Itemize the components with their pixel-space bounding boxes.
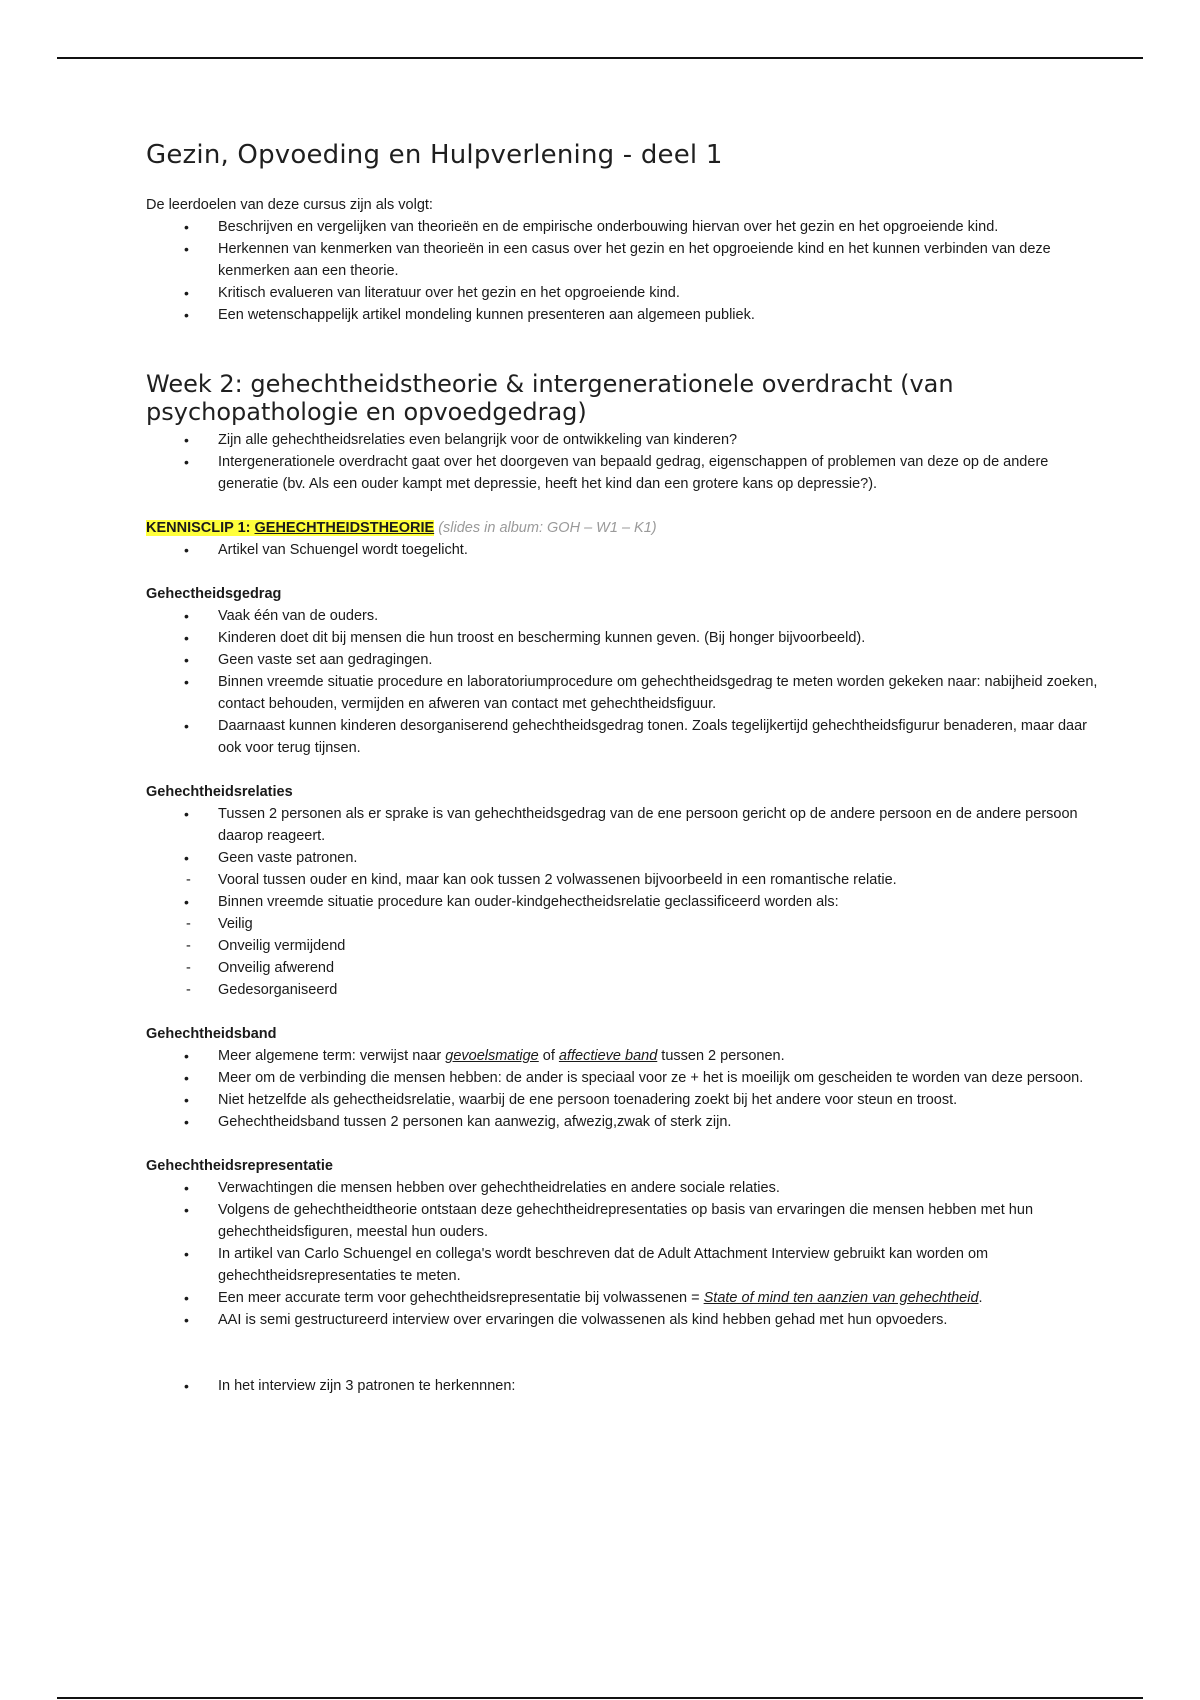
section-heading-relaties: Gehechtheidsrelaties [146, 784, 293, 800]
list-item: • Beschrijven en vergelijken van theorieën en de empirische onderbouwing hiervan over het gezin en het opgroeiende kind. [146, 216, 1106, 238]
list-item: • Volgens de gehechtheidtheorie ontstaan deze gehechtheidrepresentaties op basis van ervaringen die mensen hebben met hun gehechtheidsfiguren, meestal hun ouders. [146, 1199, 1106, 1243]
emphasis-state-of-mind: State of mind ten aanzien van gehechtheid [703, 1290, 979, 1306]
week2-heading: Week 2: gehechtheidstheorie & intergenerationele overdracht (van psychopathologie en opvoedgedrag) [146, 370, 954, 426]
list-item: • Binnen vreemde situatie procedure en laboratoriumprocedure om gehechtheidsgedrag te meten worden gekeken naar: nabijheid zoeken, contact behouden, vermijden en afweren van contact met gehechtheidsfiguur. [146, 671, 1106, 715]
list-item: - Veilig [146, 913, 1106, 935]
list-item: - Onveilig vermijdend [146, 935, 1106, 957]
intro-text: De leerdoelen van deze cursus zijn als volgt: [146, 197, 433, 213]
band-list [146, 1045, 1106, 1133]
list-item: • Geen vaste patronen. [146, 847, 1106, 869]
header-rule [57, 57, 1143, 59]
list-item: • Kinderen doet dit bij mensen die hun troost en bescherming kunnen geven. (Bij honger bijvoorbeeld). [146, 627, 1106, 649]
list-item [146, 1287, 1106, 1309]
footer-rule [57, 1697, 1143, 1699]
list-item: • Daarnaast kunnen kinderen desorganiserend gehechtheidsgedrag tonen. Zoals tegelijkertijd gehechtheidsfigurur benaderen, maar daar ook voor terug tijnsen. [146, 715, 1106, 759]
list-item: • Verwachtingen die mensen hebben over gehechtheidrelaties en andere sociale relaties. [146, 1177, 1106, 1199]
list-item: • AAI is semi gestructureerd interview over ervaringen die volwassenen als kind hebben gehad met hun opvoeders. [146, 1309, 1106, 1331]
spacer [146, 1331, 1106, 1375]
representatie-list-continued [146, 1375, 1106, 1397]
list-item: - Vooral tussen ouder en kind, maar kan ook tussen 2 volwassenen bijvoorbeeld in een romantische relatie. [146, 869, 1106, 891]
emphasis-affectieve-band: affectieve band [558, 1048, 658, 1064]
list-item: • Herkennen van kenmerken van theorieën in een casus over het gezin en het opgroeiende kind en het kunnen verbinden van deze kenmerken aan een theorie. [146, 238, 1106, 282]
kennisclip-heading [146, 517, 1106, 539]
list-item: • In artikel van Carlo Schuengel en collega's wordt beschreven dat de Adult Attachment Interview gebruikt kan worden om gehechtheidsrepresentaties te meten. [146, 1243, 1106, 1287]
kennisclip-label: KENNISCLIP 1: [146, 520, 255, 536]
list-item: • Artikel van Schuengel wordt toegelicht. [146, 539, 1106, 561]
list-item: • Kritisch evalueren van literatuur over het gezin en het opgroeiende kind. [146, 282, 1106, 304]
representatie-list [146, 1177, 1106, 1331]
list-item: • Zijn alle gehechtheidsrelaties even belangrijk voor de ontwikkeling van kinderen? [146, 429, 1106, 451]
week2-list [146, 429, 1106, 495]
document-title: Gezin, Opvoeding en Hulpverlening - deel 1 [146, 140, 723, 170]
list-item: • Een wetenschappelijk artikel mondeling kunnen presenteren aan algemeen publiek. [146, 304, 1106, 326]
list-item: - Onveilig afwerend [146, 957, 1106, 979]
emphasis-gevoelsmatige: gevoelsmatige [445, 1048, 539, 1064]
goals-list [146, 216, 1106, 326]
list-item: • Gehechtheidsband tussen 2 personen kan aanwezig, afwezig,zwak of sterk zijn. [146, 1111, 1106, 1133]
text-run: Meer algemene term: verwijst naar [218, 1048, 446, 1064]
list-item: • Tussen 2 personen als er sprake is van gehechtheidsgedrag van de ene persoon gericht op de andere persoon en de andere persoon daarop reageert. [146, 803, 1106, 847]
text-run: tussen 2 personen. [657, 1048, 785, 1064]
gedrag-list [146, 605, 1106, 759]
list-item: • Vaak één van de ouders. [146, 605, 1106, 627]
text-run: . [978, 1290, 983, 1306]
list-item: • Meer om de verbinding die mensen hebben: de ander is speciaal voor ze + het is moeilijk om gescheiden te worden van deze persoon. [146, 1067, 1106, 1089]
list-item: - Gedesorganiseerd [146, 979, 1106, 1001]
list-item: • Geen vaste set aan gedragingen. [146, 649, 1106, 671]
list-item: • Niet hetzelfde als gehectheidsrelatie, waarbij de ene persoon toenadering zoekt bij het andere voor steun en troost. [146, 1089, 1106, 1111]
kennisclip-topic: GEHECHTHEIDSTHEORIE [254, 520, 435, 536]
section-heading-band: Gehechtheidsband [146, 1026, 277, 1042]
kennisclip-list [146, 539, 1106, 561]
list-item: • In het interview zijn 3 patronen te herkennnen: [146, 1375, 1106, 1397]
document-body [146, 140, 1106, 1397]
section-heading-gedrag: Gehectheidsgedrag [146, 586, 282, 602]
slides-note: (slides in album: GOH – W1 – K1) [438, 520, 657, 536]
list-item: • Binnen vreemde situatie procedure kan ouder-kindgehectheidsrelatie geclassificeerd worden als: [146, 891, 1106, 913]
section-heading-representatie: Gehechtheidsrepresentatie [146, 1158, 333, 1174]
list-item: • Intergenerationele overdracht gaat over het doorgeven van bepaald gedrag, eigenschappen of problemen van deze op de andere generatie (bv. Als een ouder kampt met depressie, heeft het kind dan een grotere kans op depressie?). [146, 451, 1106, 495]
relaties-list [146, 803, 1106, 1001]
list-item [146, 1045, 1106, 1067]
text-run: Een meer accurate term voor gehechtheidsrepresentatie bij volwassenen = [218, 1290, 704, 1306]
text-run: of [538, 1048, 559, 1064]
